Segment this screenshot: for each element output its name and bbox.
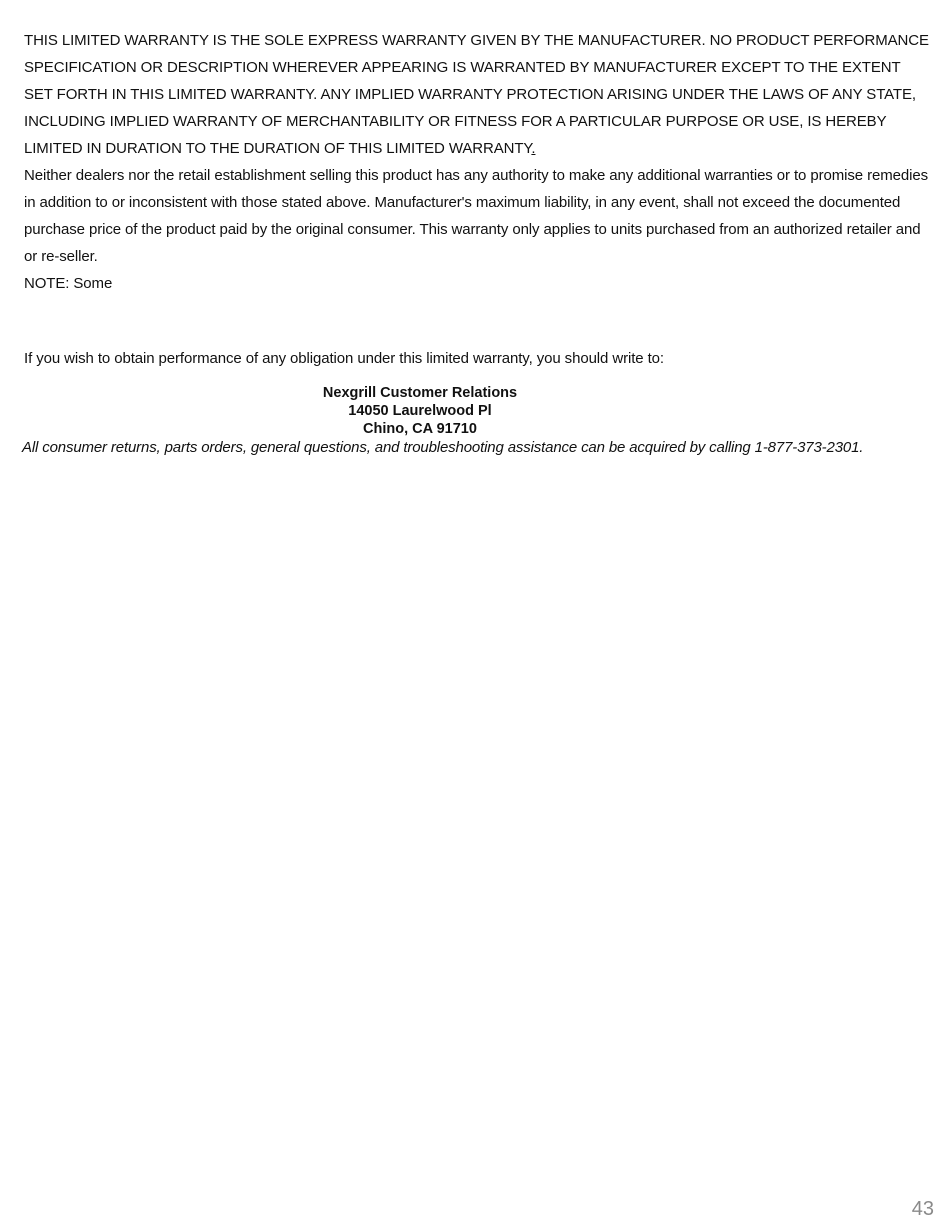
warranty-caps-period: . xyxy=(531,140,536,157)
address-name: Nexgrill Customer Relations xyxy=(322,385,518,401)
contact-phone-line: All consumer returns, parts orders, general questions, and troubleshooting assistance can be acquired by calling 1-877-373-2301. xyxy=(22,439,864,456)
warranty-caps-paragraph xyxy=(24,27,929,162)
write-to-instruction: If you wish to obtain performance of any obligation under this limited warranty, you should write to: xyxy=(24,350,664,367)
warranty-note: NOTE: Some xyxy=(24,275,113,292)
warranty-dealers-paragraph: Neither dealers nor the retail establishment selling this product has any authority to make any additional warranties or to promise remedies in addition to or inconsistent with those stated above. Manufacturer's maximum liability, in any event, shall not exceed the documented purchase price of the product paid by the original consumer. This warranty only applies to units purchased from an authorized retailer and or re-seller. xyxy=(24,167,928,265)
address-street: 14050 Laurelwood Pl xyxy=(348,403,492,419)
warranty-disclaimer-section xyxy=(24,27,929,297)
page-number: 43 xyxy=(911,1198,934,1220)
address-city: Chino, CA 91710 xyxy=(363,421,477,437)
customer-relations-address xyxy=(0,384,840,438)
warranty-caps-text: THIS LIMITED WARRANTY IS THE SOLE EXPRESS WARRANTY GIVEN BY THE MANUFACTURER. NO PRODUCT PERFORMANCE SPECIFICATION OR DESCRIPTION WHEREVER APPEARING IS WARRANTED BY MANUFACTURER EXCEPT TO THE EXTENT SET FORTH IN THIS LIMITED WARRANTY. ANY IMPLIED WARRANTY PROTECTION ARISING UNDER THE LAWS OF ANY STATE, INCLUDING IMPLIED WARRANTY OF MERCHANTABILITY OR FITNESS FOR A PARTICULAR PURPOSE OR USE, IS HEREBY LIMITED IN DURATION TO THE DURATION OF THIS LIMITED WARRANTY xyxy=(24,32,929,157)
